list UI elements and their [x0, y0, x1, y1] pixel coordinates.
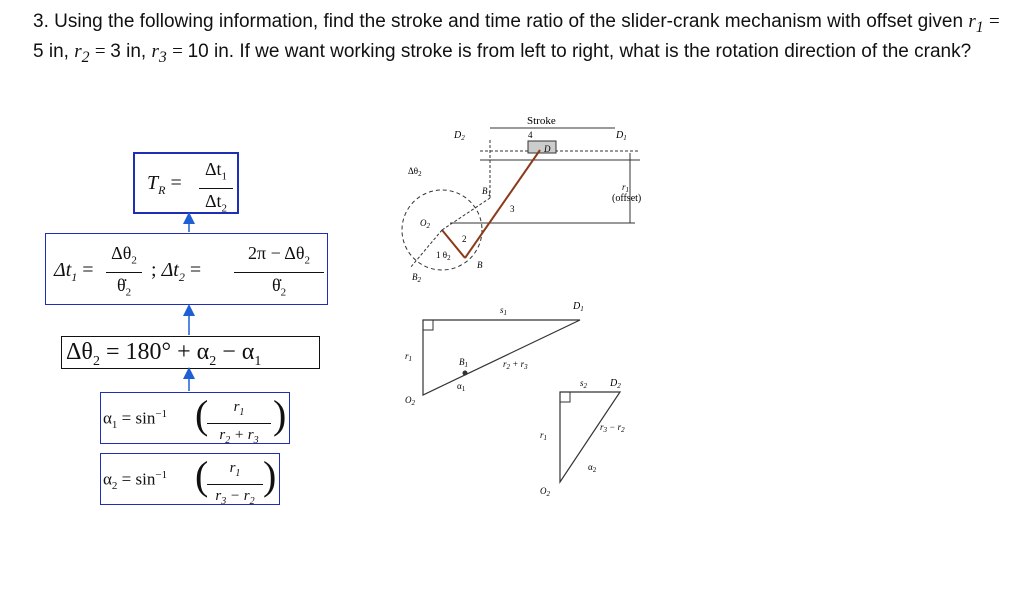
question-prompt: If we want working stroke is from left to right, what is the rotation direction of the crank?: [239, 40, 972, 62]
svg-text:D1: $D_1$: [573, 301, 584, 313]
delta-theta-box: $\Delta\theta_2 = 180^\circ + \alpha_2 - \alpha_1$: [61, 336, 320, 369]
svg-text:D: D: [544, 144, 551, 154]
delta-t-box: $\Delta t_1$ = $\Delta\theta_2$ $\thetȧ_2$ ; $\Delta t_2$ = $2\pi - \Delta\theta_2$ $\thetȧ_2$: [45, 233, 328, 305]
svg-text:r1: $r_1$: [540, 430, 548, 442]
svg-text:Δθ2: $\Delta\theta_2$: [408, 166, 422, 178]
svg-text:r2 + r3: $r_2 + r_3$: [503, 359, 528, 371]
r2-value: 3 in: [110, 40, 141, 62]
alpha2-box: $\alpha_2 = \sin^{-1}$ ( $r_1$ $r_3 - r_2$ ): [100, 453, 280, 505]
svg-text:s1: $s_1$: [500, 305, 508, 317]
svg-text:B2: $B_2$: [412, 272, 421, 284]
svg-text:α2: $\alpha_2$: [588, 462, 597, 474]
svg-text:s2: $s_2$: [580, 378, 588, 390]
svg-text:r3 − r2: $r_3 - r_2$: [600, 422, 625, 434]
svg-text:3: 3: [510, 204, 515, 214]
question-number: 3.: [33, 11, 49, 32]
svg-text:4: 4: [528, 130, 533, 140]
svg-text:D2: $D_2$: [454, 130, 465, 142]
slider-crank-diagram: [390, 108, 670, 288]
svg-text:O2: $O_2$: [540, 486, 550, 498]
slider-block: [528, 141, 556, 153]
stroke-label: Stroke: [527, 115, 556, 127]
svg-text:r1: $r_1$: [405, 351, 413, 363]
svg-text:α1: $\alpha_1$: [457, 381, 466, 393]
question-intro: Using the following information, find the stroke and time ratio of the slider-crank mechanism with offset given: [54, 11, 964, 32]
svg-text:B1: $B_1$: [482, 186, 491, 198]
svg-text:D2: $D_2$: [610, 378, 621, 390]
r2-symbol: $r_2$: [74, 40, 90, 66]
r1-value: 5 in: [33, 40, 64, 62]
triangle-2: [530, 370, 650, 500]
alpha1-box: $\alpha_1 = \sin^{-1}$ ( $r_1$ $r_2 + r_3$ ): [100, 392, 290, 444]
offset-label: (offset): [612, 193, 642, 204]
svg-text:B: B: [477, 260, 483, 270]
svg-text:D1: $D_1$: [616, 130, 627, 142]
connecting-rod: [465, 150, 540, 258]
r1-symbol: $r_1$: [968, 11, 984, 36]
svg-text:2: 2: [462, 234, 467, 244]
question-text: 3. Using the following information, find the stroke and time ratio of the slider-crank mechanism with offset given $r_1 = 5$ in, $r_2 = 3$ in, $r_3 = 10$ in. If we want working stroke is from left to right, what is the rotation direction of the crank?: [33, 11, 1000, 66]
svg-text:1 θ2: 1 $\theta_2$: [436, 250, 451, 262]
time-ratio-box: $T_R$ = $\Delta t_1$ $\Delta t_2$: [133, 152, 239, 214]
svg-text:B1: $B_1$: [459, 357, 468, 369]
r3-value: 10 in: [187, 40, 229, 62]
svg-text:r1: $r_1$: [622, 182, 630, 194]
r3-symbol: $r_3$: [151, 40, 167, 66]
svg-text:O2: $O_2$: [405, 395, 415, 407]
svg-text:O2: $O_2$: [420, 218, 430, 230]
